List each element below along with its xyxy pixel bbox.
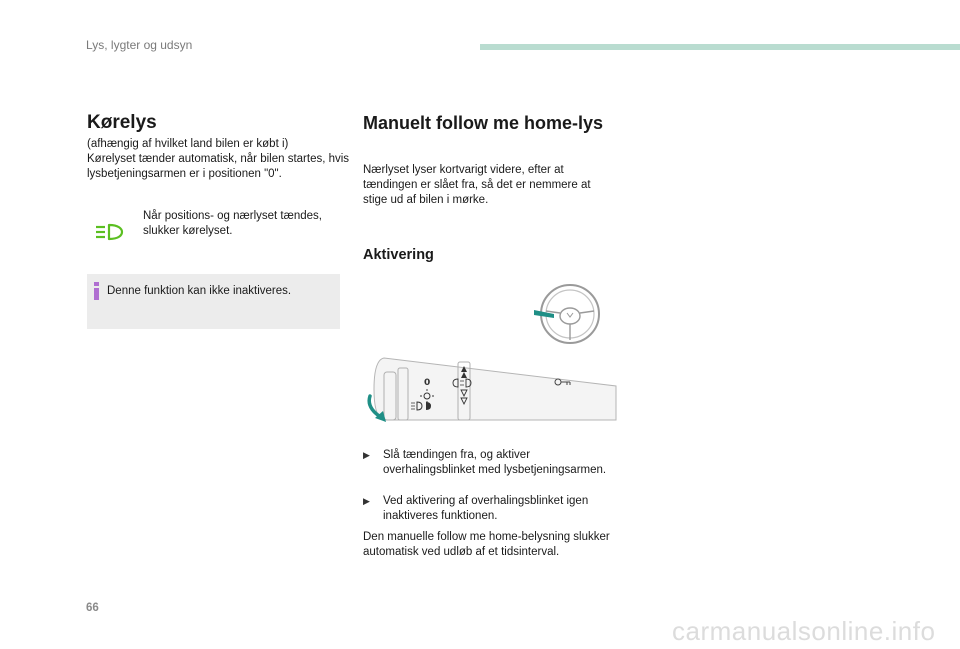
final-note: Den manuelle follow me home-belysning slukker automatisk ved udløb af et tidsinterval. (363, 531, 610, 558)
heading-follow-me-home: Manuelt follow me home-lys (363, 113, 604, 133)
info-icon (93, 282, 101, 305)
steering-wheel-illustration (530, 283, 605, 350)
list-item: ▶ Ved aktivering af overhalingsblinket igen inaktiveres funktionen. (363, 495, 589, 522)
heading-korelys: Kørelys (87, 112, 157, 133)
arrow-bullet-icon: ▶ (363, 496, 370, 506)
header-bar (480, 44, 960, 50)
arrow-bullet-icon: ▶ (363, 450, 370, 460)
watermark: carmanualsonline.info (672, 616, 936, 646)
daytime-running-lights-icon (93, 222, 125, 247)
body-korelys: Kørelyset tænder automatisk, når bilen startes, hvis lysbetjeningsarmen er i positionen "0". (87, 153, 350, 180)
heading-aktivering: Aktivering (363, 247, 434, 263)
page-number: 66 (86, 602, 99, 614)
section-title: Lys, lygter og udsyn (86, 38, 193, 52)
light-stalk-illustration (362, 352, 618, 429)
stalk-position-zero: 0 (424, 378, 431, 388)
list-item: ▶ Slå tændingen fra, og aktiver overhalingsblinket med lysbetjeningsarmen. (363, 449, 607, 476)
info-text: Denne funktion kan ikke inaktiveres. (107, 285, 292, 297)
intro-follow-me-home: Nærlyset lyser kortvarigt videre, efter at tændingen er slået fra, så det er nemmere at stige ud af bilen i mørke. (363, 164, 591, 206)
info-box (87, 274, 340, 329)
subtitle-korelys: (afhængig af hvilket land bilen er købt i) (87, 138, 289, 150)
note-korelys: Når positions- og nærlyset tændes, slukker kørelyset. (143, 210, 322, 237)
